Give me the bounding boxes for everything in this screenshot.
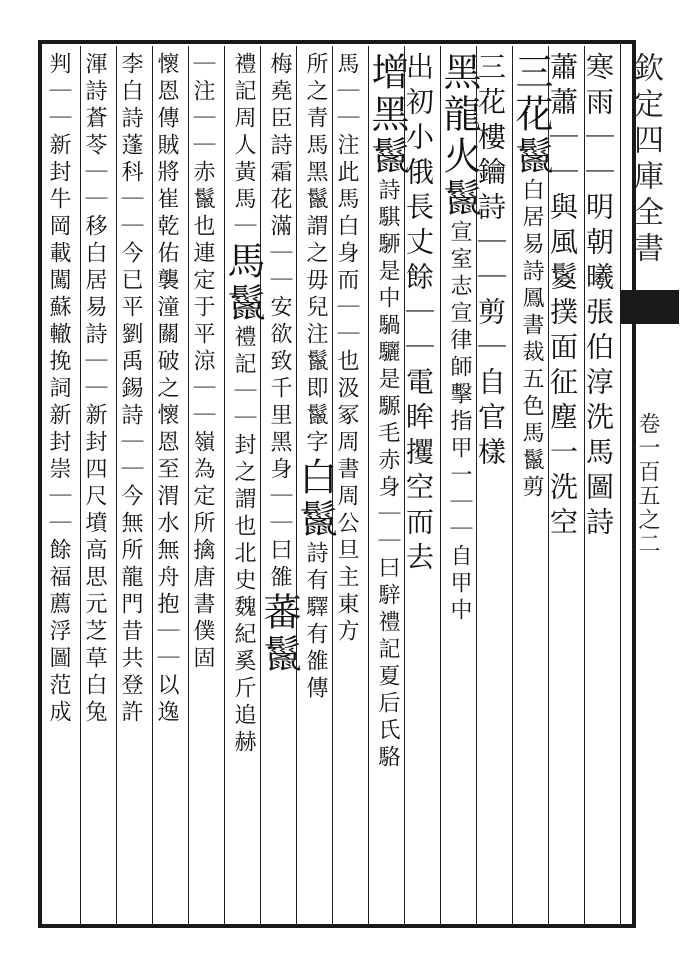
entry-heading: 馬鬣 [221,241,265,325]
column-text [365,52,409,772]
text-column [548,52,584,922]
column-rule [188,46,189,924]
entry-text: 寒雨 [582,52,615,122]
volume-label: 卷一百五之二 [635,412,660,556]
text-column [293,52,337,922]
entry-text: 馬｜｜注此馬白身而｜｜也汲冢周書周公旦主東方 [334,52,359,646]
text-column [221,52,265,922]
book-title: 欽定四庫全書 [628,52,663,268]
column-text [188,52,216,673]
entry-text: ｜｜明朝曦張伯淳洗馬圖詩 [582,122,615,542]
column-text [152,52,180,727]
entry-text: ｜｜與風鬉撲面征塵一洗空 [546,122,579,542]
column-text [293,52,337,703]
column-rule [476,46,477,924]
text-column [332,52,368,922]
text-column [80,52,116,922]
column-rule [512,46,513,924]
column-rule [224,46,225,924]
entry-heading: 黑龍火鬣 [437,52,481,220]
column-text [437,52,481,625]
text-column [152,52,188,922]
column-rule [440,46,441,924]
entry-text: 蕭蕭 [546,52,579,122]
entry-heading: 三花鬣 [509,52,553,178]
column-rule [548,46,549,924]
column-text [80,52,108,727]
text-column [437,52,481,922]
text-column [188,52,224,922]
text-column [404,52,440,922]
entry-text: 渾詩蒼苓｜｜移白居易詩｜｜新封四尺墳高思元芝草白兔 [82,52,107,727]
entry-heading: 增黑鬣 [365,52,409,178]
column-rule [332,46,333,924]
entry-text: 禮記｜｜封之謂也北史魏紀奚斤追赫 [231,325,256,757]
column-rule [584,46,585,924]
column-rule [80,46,81,924]
column-text [582,52,615,542]
fishtail-mark [621,290,679,324]
entry-text: 黑身｜｜曰雒 [267,430,292,592]
column-rule [152,46,153,924]
column-rule [296,46,297,924]
entry-text: 連定于平涼｜｜嶺為定所擒唐書僕固 [190,241,215,673]
entry-heading: 白鬣 [293,457,337,541]
entry-text: 禮記周人黃馬｜ [231,52,256,241]
entry-text: 李白詩蓬科｜｜今已平劉禹錫詩｜｜今無所龍門昔共登許 [118,52,143,727]
column-text [332,52,360,646]
column-rule [260,46,261,924]
entry-heading: 蕃鬣 [257,592,301,676]
text-column [257,52,301,922]
column-rule [116,46,117,924]
entry-text: 懷恩傳賊將崔乾佑襲潼關破之懷恩至渭水無舟抱｜｜以逸 [154,52,179,727]
entry-text: 出初小俄長丈餘｜｜電眸攫空而去 [402,52,435,577]
entry-text: 判｜｜新封牛岡載闖蘇轍挽詞新封崇｜｜餘福薦浮圖范成 [46,52,71,727]
entry-text: ｜注｜｜赤鬣也 [190,52,215,241]
column-text [509,52,553,502]
column-rule [404,46,405,924]
entry-text: 所之青馬黑鬣謂之毋兒注鬣即鬣字 [303,52,328,457]
column-rule [368,46,369,924]
entry-text: 梅堯臣詩霜花滿｜｜安欲致千里 [267,52,292,430]
column-text [257,52,301,676]
column-text [44,52,72,727]
entry-text: 白居易詩鳳書裁五色馬鬣剪 [519,178,544,502]
text-column [365,52,409,922]
fishtail-line [621,322,679,329]
text-column [509,52,553,922]
entry-text: 宣室志宣律師擊指甲一｜｜自甲中 [447,220,472,625]
text-column [44,52,80,922]
text-column [584,52,620,922]
text-column [116,52,152,922]
entry-text: 三花樓鑰詩｜｜剪｜自官樣 [474,52,507,472]
entry-text: 詩有驛有雒傳 [303,541,328,703]
column-text [221,52,265,757]
column-text [116,52,144,727]
entry-text: 詩騏駵是中騧驪是騵毛赤身｜｜曰騂禮記夏后氏駱 [375,178,400,772]
text-column [476,52,512,922]
